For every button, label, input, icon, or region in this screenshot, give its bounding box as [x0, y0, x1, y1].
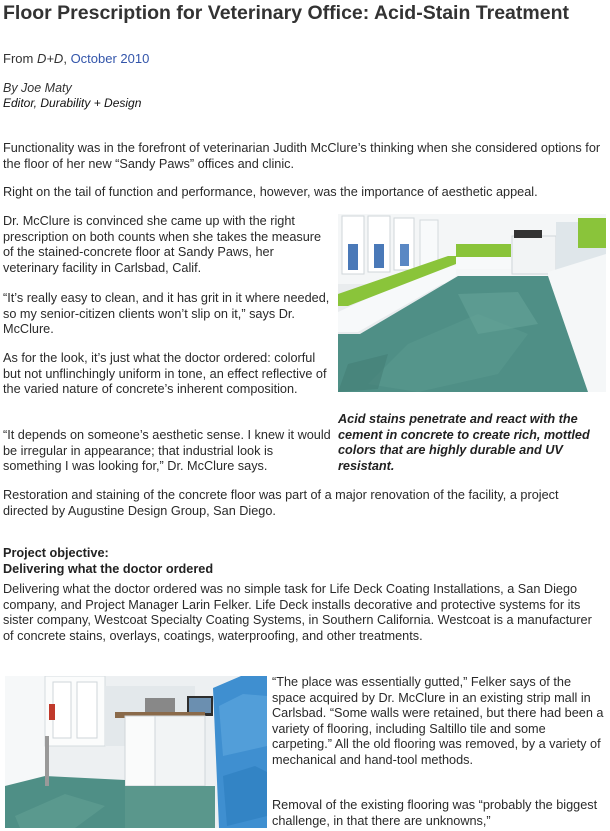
article-title: Floor Prescription for Veterinary Office: Acid-Stain Treatment — [3, 2, 569, 24]
author-byline: By Joe Maty — [3, 81, 72, 95]
paragraph-3: Dr. McClure is convinced she came up with the right prescription on both counts when she takes the measure of the stained-concrete floor at Sandy Paws, her veterinary facility in Carlsbad, Calif. — [3, 214, 322, 275]
paragraph-9: “The place was essentially gutted,” Felker says of the space acquired by Dr. McClure in an existing strip mall in Carlsbad. “Some walls were retained, but there had been a variety of flooring, including Saltillo tile and some carpeting.” All the old flooring was removed, by a variety of mechanical and hand-tool methods. — [272, 675, 604, 767]
paragraph-8: Delivering what the doctor ordered was no simple task for Life Deck Coating Installations, a San Diego company, and Project Manager Larin Felker. Life Deck installs decorative and protective systems for its sister company, Westcoat Specialty Coating Systems, in Southern California. Westcoat is a manufacturer of concrete stains, overlays, coatings, waterproofing, and other treatments. — [3, 582, 592, 643]
section-subheading: Delivering what the doctor ordered — [3, 562, 214, 576]
clinic-waiting-room-photo — [338, 214, 606, 392]
article-source — [3, 51, 149, 67]
magazine-name: D+D — [36, 51, 64, 66]
paragraph-4: “It’s really easy to clean, and it has grit in it where needed, so my senior-citizen clients won’t slip on it,” says Dr. McClure. — [3, 291, 330, 336]
publication-date-link[interactable]: October 2010 — [70, 51, 150, 66]
paragraph-6: “It depends on someone’s aesthetic sense. I knew it would be irregular in appearance; that industrial look is something I was looking for,” Dr. McClure says. — [3, 428, 331, 473]
paragraph-1: Functionality was in the forefront of veterinarian Judith McClure’s thinking when she considered options for the floor of her new “Sandy Paws” offices and clinic. — [3, 141, 601, 171]
reception-area-photo — [5, 676, 267, 828]
author-role: Editor, Durability + Design — [3, 96, 142, 110]
paragraph-7: Restoration and staining of the concrete floor was part of a major renovation of the facility, a project directed by Augustine Design Group, San Diego. — [3, 488, 559, 518]
source-prefix: From — [3, 51, 37, 66]
section-heading-project-objective: Project objective: — [3, 546, 109, 560]
paragraph-5: As for the look, it’s just what the doctor ordered: colorful but not unflinchingly uniform in tone, an effect reflective of the varied nature of concrete’s inherent composition. — [3, 351, 327, 396]
source-separator: , — [63, 51, 71, 66]
paragraph-2: Right on the tail of function and performance, however, was the importance of aesthetic appeal. — [3, 185, 538, 199]
paragraph-10: Removal of the existing flooring was “probably the biggest challenge, in that there are unknowns,” — [272, 798, 598, 828]
photo-caption: Acid stains penetrate and react with the cement in concrete to create rich, mottled colors that are highly durable and UV resistant. — [338, 412, 590, 473]
